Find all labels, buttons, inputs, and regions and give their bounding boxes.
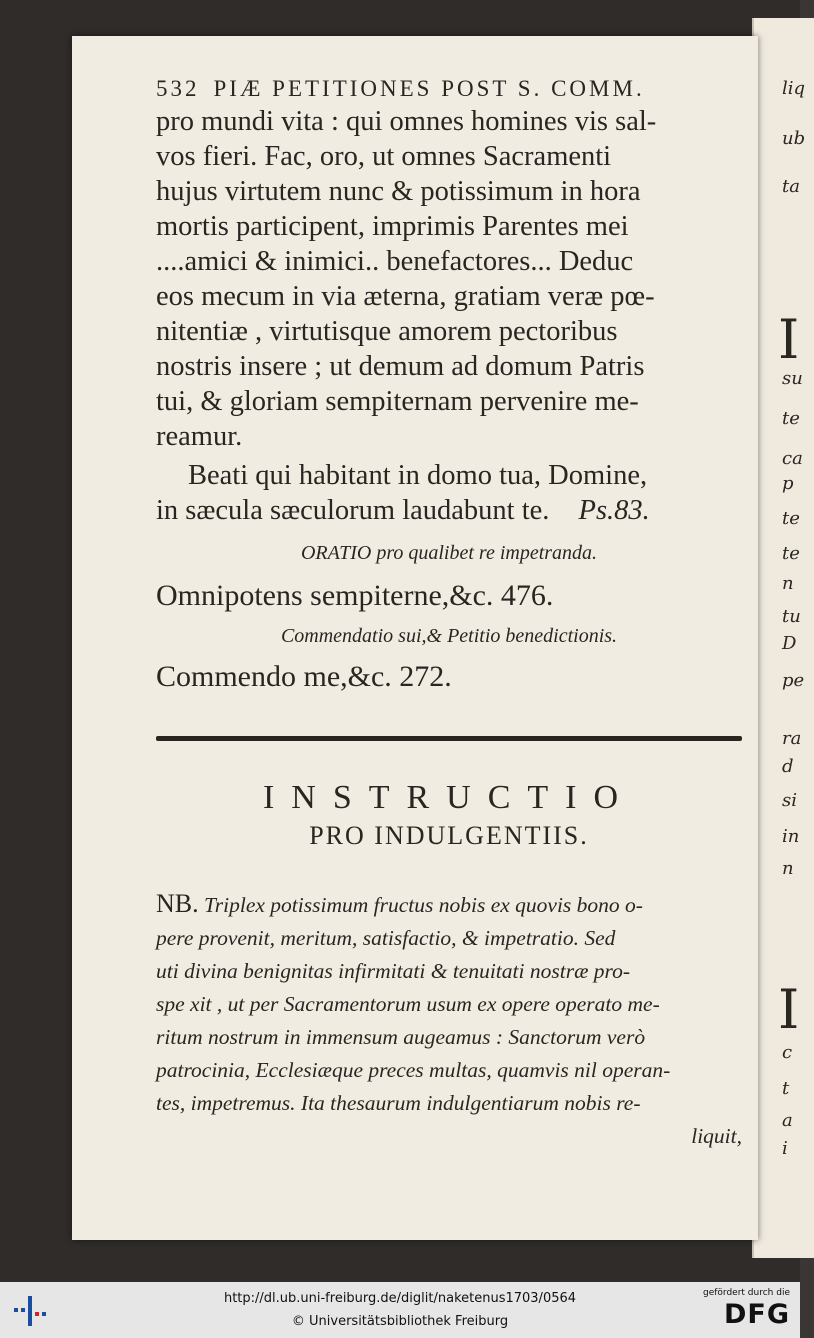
facing-page-fragment: t [782,1078,790,1099]
page-number: 532 [156,76,200,101]
facing-page-fragment: I [778,308,800,371]
facing-page-fragment: liq [782,78,806,99]
facing-page-fragment: te [782,408,800,429]
facing-page-edge [752,18,814,1258]
facing-page-fragment: te [782,508,800,529]
facing-page-fragment: D [782,633,797,654]
text-fragment: Triplex potissimum fructus nobis ex quovis bono o- [204,893,643,917]
nb-label: NB. [156,889,199,918]
permalink[interactable]: http://dl.ub.uni-freiburg.de/diglit/naketenus1703/0564 [223,1291,577,1306]
facing-page-fragment: d [782,756,794,777]
psalm-verse [156,458,742,528]
text-line: tui, & gloriam sempiternam pervenire me- [156,386,639,417]
text-line: pere provenit, meritum, satisfactio, & impetratio. Sed [156,926,616,950]
facing-page-fragment: n [782,573,794,594]
facing-page-fragment: ub [782,128,806,149]
facing-page-fragment: su [782,368,803,389]
facing-page-fragment: ra [782,728,802,749]
nota-bene-first-line [156,887,742,922]
text-line: uti divina benignitas infirmitati & tenuitati nostræ pro- [156,959,631,983]
text-line: pro mundi vita : qui omnes homines vis sal- [156,106,657,137]
copyright-notice: © Universitätsbibliothek Freiburg [291,1314,509,1329]
funding-note: gefördert durch die [703,1288,790,1298]
facing-page-fragment: in [782,826,800,847]
page-text [156,76,742,1153]
facing-page-fragment: p [782,473,794,494]
facing-page-fragment: te [782,543,800,564]
section-heading: INSTRUCTIO [262,779,636,816]
running-header [156,76,742,102]
text-line: nostris insere ; ut demum ad domum Patris [156,351,645,382]
text-line: Beati qui habitant in domo tua, Domine, [188,460,648,491]
facing-page-fragment: c [782,1042,793,1063]
text-line: eos mecum in via æterna, gratiam veræ pœ- [156,281,655,312]
facing-page-fragment: ta [782,176,800,197]
dfg-logo: DFG [723,1299,790,1330]
text-line: ritum nostrum in immensum augeamus : Sanctorum verò [156,1025,646,1049]
facing-page-fragment: I [778,978,800,1041]
catchword: liquit, [691,1124,742,1148]
facing-page-fragment: a [782,1110,793,1131]
section-subheading: PRO INDULGENTIIS. [309,821,589,850]
prayer-reference: Omnipotens sempiterne,&c. 476. [156,579,554,612]
section-divider [156,736,742,741]
text-line: ....amici & inimici.. benefactores... Deduc [156,246,634,277]
text-line: tes, impetremus. Ita thesaurum indulgentiarum nobis re- [156,1091,641,1115]
text-line: reamur. [156,421,243,452]
text-line: spe xit , ut per Sacramentorum usum ex opere operato me- [156,992,660,1016]
text-line: vos fieri. Fac, oro, ut omnes Sacramenti [156,141,612,172]
running-title: PIÆ PETITIONES POST S. COMM. [213,76,645,101]
book-page [72,36,758,1240]
facing-page-fragment: tu [782,606,801,627]
text-line [156,493,742,528]
nota-bene-text [156,922,742,1120]
text-fragment: in sæcula sæculorum laudabunt te. [156,495,550,526]
text-line: hujus virtutem nunc & potissimum in hora [156,176,641,207]
facing-page-fragment: n [782,858,794,879]
facing-page-fragment: si [782,790,797,811]
text-line: patrocinia, Ecclesiæque preces multas, quamvis nil operan- [156,1058,671,1082]
facing-page-fragment: i [782,1138,788,1159]
text-line: mortis participent, imprimis Parentes mei [156,211,629,242]
facing-page-fragment: ca [782,448,803,469]
scripture-citation: Ps.83. [578,495,650,526]
prayer-reference: Commendo me,&c. 272. [156,660,452,693]
prayer-text [156,104,742,454]
rubric-commendatio: Commendatio sui,& Petitio benedictionis. [280,625,618,647]
viewer-footer [0,1282,800,1338]
facing-page-fragment: pe [782,670,805,691]
rubric-oratio: ORATIO pro qualibet re impetranda. [300,542,598,564]
text-line: nitentiæ , virtutisque amorem pectoribus [156,316,618,347]
